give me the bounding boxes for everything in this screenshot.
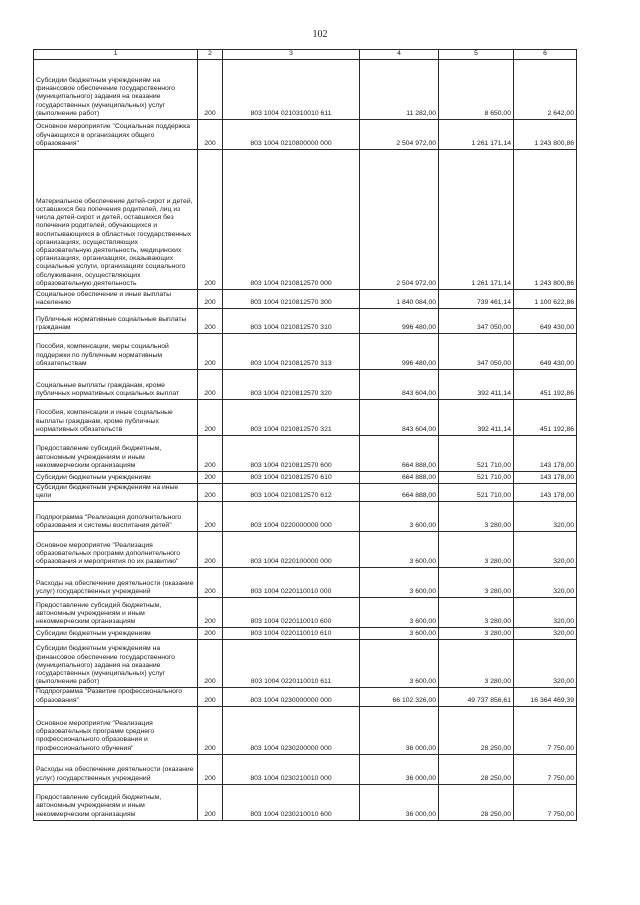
row-amount-col6: 1 243 800,86 [514,150,577,290]
row-amount-col6: 320,00 [514,628,577,640]
row-description [34,436,198,472]
row-code: 200 [198,120,223,150]
row-amount-col5: 521 710,00 [439,472,514,484]
table-row [34,598,577,628]
row-classification-code: 803 1004 0220110010 600 [223,598,360,628]
row-classification-code: 803 1004 0230000000 000 [223,688,360,706]
row-amount-col6: 7 750,00 [514,754,577,784]
row-description [34,784,198,820]
row-description-text: Основное мероприятие "Реализация образовательных программ дополнительного образования и мероприятия по их развитию" [36,541,180,566]
row-amount-col4: 2 504 972,00 [360,120,439,150]
row-description [34,568,198,598]
row-classification-code: 803 1004 0210812570 321 [223,400,360,436]
row-description [34,628,198,640]
row-amount-col6: 143 178,00 [514,436,577,472]
row-amount-col4: 11 282,00 [360,60,439,120]
row-description-text: Субсидии бюджетным учреждениям на финансовое обеспечение государственного (муниципального) задания на оказание государственных (муниципальных) услуг (выполнение работ) [36,645,175,686]
row-amount-col4: 36 000,00 [360,706,439,754]
table-row [34,502,577,532]
row-description [34,290,198,309]
row-description [34,706,198,754]
row-amount-col4: 843 604,00 [360,370,439,400]
table-row [34,628,577,640]
row-code: 200 [198,60,223,120]
row-description [34,598,198,628]
row-description-text: Основное мероприятие "Реализация образовательных программ среднего профессионального образования и профессионального обучения" [36,720,155,752]
row-code: 200 [198,484,223,502]
row-amount-col5: 392 411,14 [439,370,514,400]
row-classification-code: 803 1004 0210812570 612 [223,484,360,502]
row-description-text: Пособия, компенсации, меры социальной поддержки по публичным нормативным обязательствам [36,343,169,367]
row-description-text: Расходы на обеспечение деятельности (оказание услуг) государственных учреждений [36,580,194,596]
row-amount-col4: 36 000,00 [360,784,439,820]
row-amount-col4: 996 480,00 [360,334,439,370]
row-amount-col5: 28 250,00 [439,754,514,784]
row-amount-col6: 320,00 [514,532,577,568]
row-code: 200 [198,532,223,568]
row-description-text: Подпрограмма "Развитие профессионального образования" [36,688,182,704]
row-amount-col5: 1 261 171,14 [439,150,514,290]
row-amount-col4: 1 840 084,00 [360,290,439,309]
row-amount-col5: 3 280,00 [439,568,514,598]
row-amount-col4: 664 888,00 [360,472,439,484]
row-amount-col5: 28 250,00 [439,784,514,820]
table-row [34,309,577,334]
column-header: 3 [223,50,360,60]
row-description-text: Субсидии бюджетным учреждениям [36,473,151,481]
row-amount-col5: 3 280,00 [439,640,514,688]
column-header: 6 [514,50,577,60]
row-description [34,334,198,370]
row-amount-col6: 320,00 [514,640,577,688]
table-row [34,706,577,754]
row-amount-col6: 320,00 [514,568,577,598]
row-amount-col5: 739 461,14 [439,290,514,309]
row-code: 200 [198,754,223,784]
row-classification-code: 803 1004 0230200000 000 [223,706,360,754]
row-code: 200 [198,400,223,436]
table-row [34,334,577,370]
row-classification-code: 803 1004 0210812570 320 [223,370,360,400]
row-amount-col5: 3 280,00 [439,598,514,628]
row-code: 200 [198,290,223,309]
row-amount-col5: 28 250,00 [439,706,514,754]
row-amount-col6: 649 430,00 [514,334,577,370]
row-amount-col6: 1 243 800,86 [514,120,577,150]
row-description [34,150,198,290]
row-description [34,502,198,532]
row-description-text: Пособия, компенсации и иные социальные выплаты гражданам, кроме публичных нормативных обязательств [36,409,173,433]
row-code: 200 [198,309,223,334]
page-number: 102 [312,29,328,40]
row-amount-col4: 36 000,00 [360,754,439,784]
table-row [34,568,577,598]
row-amount-col6: 320,00 [514,502,577,532]
row-description-text: Подпрограмма "Реализация дополнительного образования и системы воспитания детей" [36,514,182,530]
row-code: 200 [198,472,223,484]
row-code: 200 [198,568,223,598]
row-description [34,532,198,568]
row-classification-code: 803 1004 0210812570 300 [223,290,360,309]
table-row [34,120,577,150]
row-description [34,640,198,688]
table-row [34,436,577,472]
row-classification-code: 803 1004 0230210010 600 [223,784,360,820]
table-row [34,290,577,309]
row-description-text: Расходы на обеспечение деятельности (оказание услуг) государственных учреждений [36,766,194,782]
table-row [34,60,577,120]
row-amount-col6: 7 750,00 [514,706,577,754]
table-row [34,370,577,400]
row-code: 200 [198,436,223,472]
row-classification-code: 803 1004 0220000000 000 [223,502,360,532]
row-description [34,309,198,334]
row-description [34,472,198,484]
row-amount-col5: 347 050,00 [439,334,514,370]
row-code: 200 [198,502,223,532]
row-code: 200 [198,334,223,370]
row-classification-code: 803 1004 0230210010 000 [223,754,360,784]
row-description-text: Предоставление субсидий бюджетным, автономным учреждениям и иным некоммерческим организациям [36,445,162,469]
row-amount-col4: 3 600,00 [360,502,439,532]
row-amount-col6: 2 642,00 [514,60,577,120]
row-description [34,120,198,150]
row-amount-col4: 3 600,00 [360,628,439,640]
row-amount-col5: 49 737 856,61 [439,688,514,706]
row-description-text: Основное мероприятие "Социальная поддержка обучающихся в организациях общего образования" [36,123,190,147]
row-amount-col5: 3 280,00 [439,532,514,568]
row-amount-col4: 664 888,00 [360,436,439,472]
row-amount-col4: 3 600,00 [360,532,439,568]
row-code: 200 [198,150,223,290]
row-classification-code: 803 1004 0220110010 611 [223,640,360,688]
row-description [34,370,198,400]
row-amount-col6: 143 178,00 [514,484,577,502]
row-description [34,688,198,706]
row-description-text: Субсидии бюджетным учреждениям [36,630,151,638]
table-row [34,640,577,688]
table-header-row [34,50,577,60]
column-header: 5 [439,50,514,60]
row-amount-col4: 66 102 326,00 [360,688,439,706]
row-code: 200 [198,598,223,628]
row-amount-col6: 320,00 [514,598,577,628]
row-amount-col4: 996 480,00 [360,309,439,334]
row-classification-code: 803 1004 0210812570 000 [223,150,360,290]
table-row [34,150,577,290]
row-classification-code: 803 1004 0220110010 000 [223,568,360,598]
row-description [34,60,198,120]
row-description-text: Материальное обеспечение детей-сирот и детей, оставшихся без попечения родителей, лиц из числа детей-сирот и детей, оставшихся без попечения родителей, обучающихся и воспитывающихся в областных государственных организациях, осуществляющих образовательную деятельность, медицинских организациях, организациях, оказывающих социальные услуги, организациях социального обслуживания, осуществляющих образовательную деятельность [36,197,193,287]
row-classification-code: 803 1004 0210812570 600 [223,436,360,472]
row-description-text: Субсидии бюджетным учреждениям на иные цели [36,484,179,500]
row-amount-col4: 664 888,00 [360,484,439,502]
table-row [34,484,577,502]
table-row [34,472,577,484]
row-amount-col6: 1 100 622,86 [514,290,577,309]
row-code: 200 [198,688,223,706]
column-header: 2 [198,50,223,60]
row-code: 200 [198,370,223,400]
row-amount-col5: 347 050,00 [439,309,514,334]
row-code: 200 [198,640,223,688]
row-description [34,484,198,502]
table-row [34,784,577,820]
row-classification-code: 803 1004 0220110010 610 [223,628,360,640]
row-classification-code: 803 1004 0210310010 611 [223,60,360,120]
row-amount-col6: 16 364 469,39 [514,688,577,706]
table-row [34,754,577,784]
row-amount-col5: 392 411,14 [439,400,514,436]
row-amount-col6: 451 192,86 [514,370,577,400]
row-description [34,754,198,784]
row-amount-col6: 451 192,86 [514,400,577,436]
table-row [34,532,577,568]
column-header: 1 [34,50,198,60]
row-amount-col5: 8 650,00 [439,60,514,120]
row-code: 200 [198,628,223,640]
row-description [34,400,198,436]
row-amount-col4: 3 600,00 [360,598,439,628]
row-amount-col4: 2 504 972,00 [360,150,439,290]
column-header: 4 [360,50,439,60]
row-classification-code: 803 1004 0210800000 000 [223,120,360,150]
row-description-text: Предоставление субсидий бюджетным, автономным учреждениям и иным некоммерческим организациям [36,601,162,626]
row-classification-code: 803 1004 0210812570 310 [223,309,360,334]
table-row [34,400,577,436]
row-description-text: Социальные выплаты гражданам, кроме публичных нормативных социальных выплат [36,381,180,397]
row-amount-col4: 3 600,00 [360,568,439,598]
row-classification-code: 803 1004 0210812570 313 [223,334,360,370]
row-description-text: Предоставление субсидий бюджетным, автономным учреждениям и иным некоммерческим организациям [36,794,162,818]
row-classification-code: 803 1004 0220100000 000 [223,532,360,568]
row-amount-col4: 843 604,00 [360,400,439,436]
row-amount-col6: 7 750,00 [514,784,577,820]
row-amount-col6: 649 430,00 [514,309,577,334]
row-amount-col5: 3 280,00 [439,628,514,640]
row-code: 200 [198,706,223,754]
row-classification-code: 803 1004 0210812570 610 [223,472,360,484]
row-amount-col5: 1 261 171,14 [439,120,514,150]
row-amount-col5: 521 710,00 [439,436,514,472]
row-amount-col5: 521 710,00 [439,484,514,502]
row-code: 200 [198,784,223,820]
row-description-text: Социальное обеспечение и иные выплаты населению [36,290,171,306]
row-description-text: Субсидии бюджетным учреждениям на финансовое обеспечение государственного (муниципального) задания на оказание государственных (муниципальных) услуг (выполнение работ) [36,76,175,117]
row-amount-col5: 3 280,00 [439,502,514,532]
table-row [34,688,577,706]
budget-table [33,49,577,821]
row-amount-col6: 143 178,00 [514,472,577,484]
row-description-text: Публичные нормативные социальные выплаты гражданам [36,315,187,331]
row-amount-col4: 3 600,00 [360,640,439,688]
